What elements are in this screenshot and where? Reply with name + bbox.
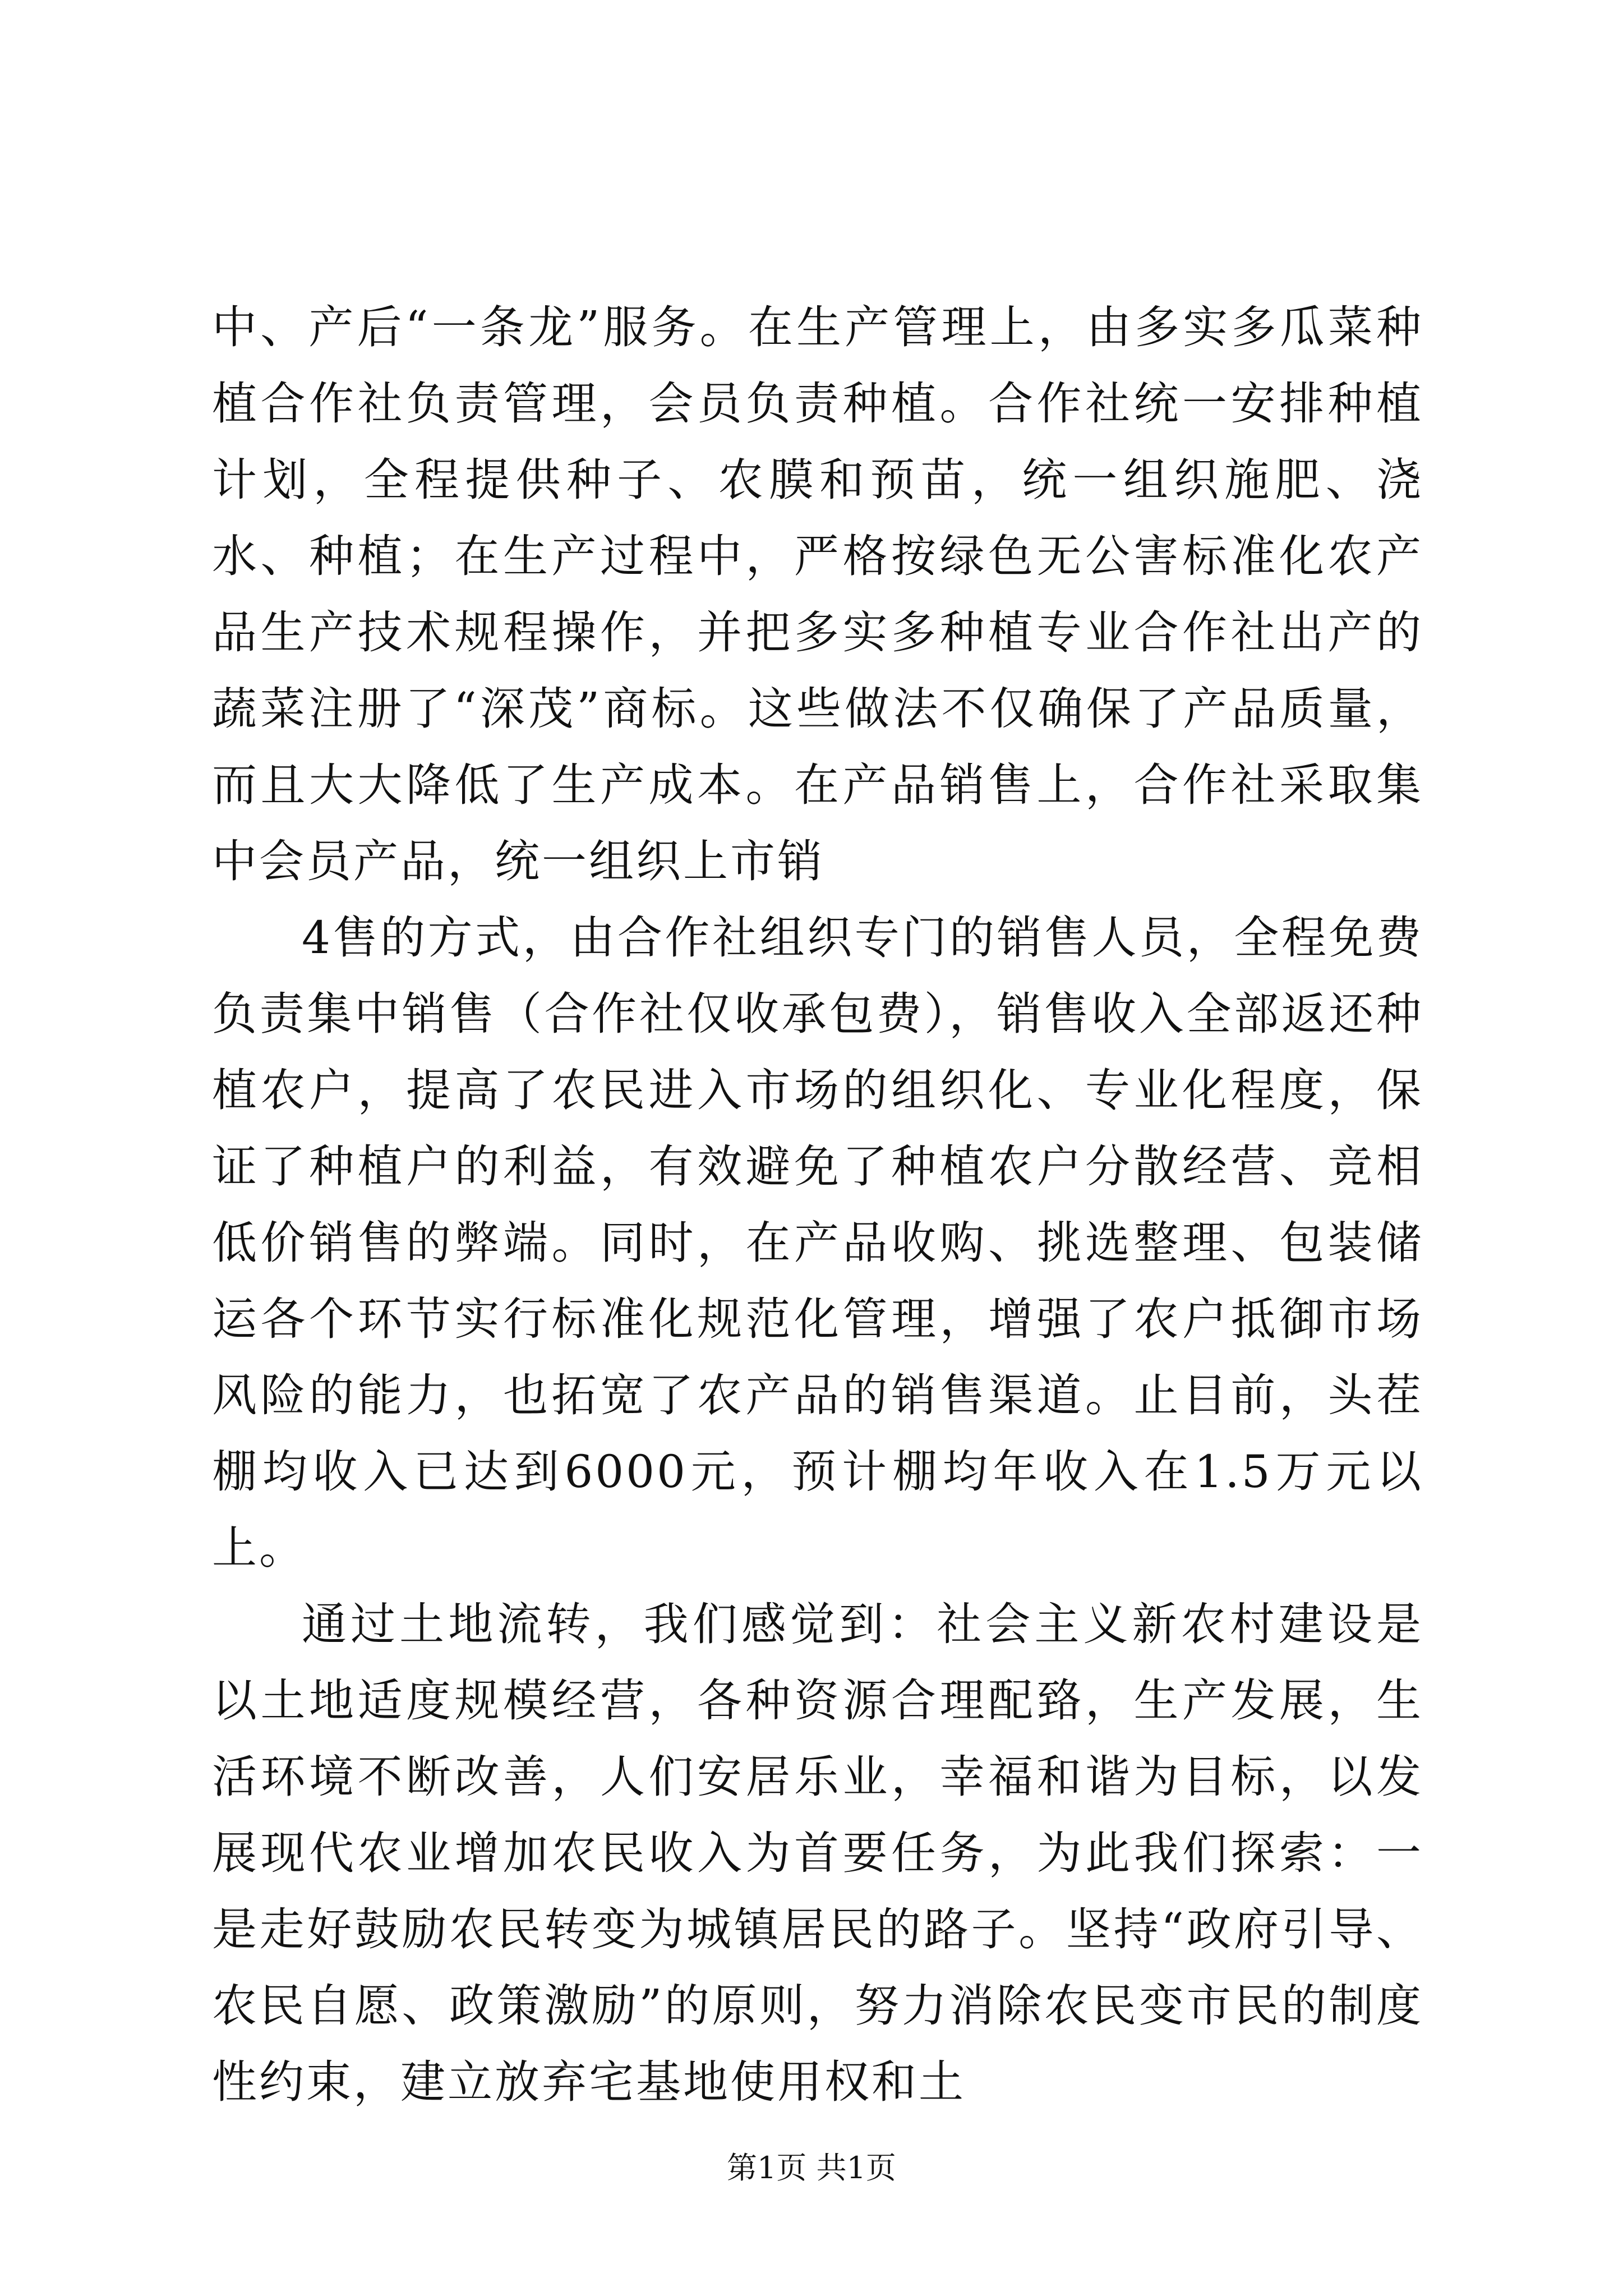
paragraph-1: 中、产后“一条龙”服务。在生产管理上，由多实多瓜菜种植合作社负责管理，会员负责种植。合作社统一安排种植计划，全程提供种子、农膜和预苗，统一组织施肥、浇水、种植；在生产过程中，严格按绿色无公害标准化农产品生产技术规程操作，并把多实多种植专业合作社出产的蔬菜注册了“深茂”商标。这些做法不仅确保了产品质量，而且大大降低了生产成本。在产品销售上，合作社采取集中会员产品，统一组织上市销 [212,301,1423,887]
document-body [212,289,1423,2120]
page-footer: 第1页 共1页 [727,2150,896,2185]
paragraph-3: 通过土地流转，我们感觉到：社会主义新农村建设是以土地适度规模经营，各种资源合理配臵，生产发展，生活环境不断改善，人们安居乐业，幸福和谐为目标，以发展现代农业增加农民收入为首要任务，为此我们探索：一是走好鼓励农民转变为城镇居民的路子。坚持“政府引导、农民自愿、政策激励”的原则，努力消除农民变市民的制度性约束，建立放弃宅基地使用权和土 [212,1598,1423,2108]
paragraph-2: 4售的方式，由合作社组织专门的销售人员，全程免费负责集中销售（合作社仅收承包费），销售收入全部返还种植农户，提高了农民进入市场的组织化、专业化程度，保证了种植户的利益，有效避免了种植农户分散经营、竞相低价销售的弊端。同时，在产品收购、挑选整理、包装储运各个环节实行标准化规范化管理，增强了农户抵御市场风险的能力，也拓宽了农产品的销售渠道。止目前，头茬棚均收入已达到6000元，预计棚均年收入在1.5万元以上。 [212,912,1423,1574]
